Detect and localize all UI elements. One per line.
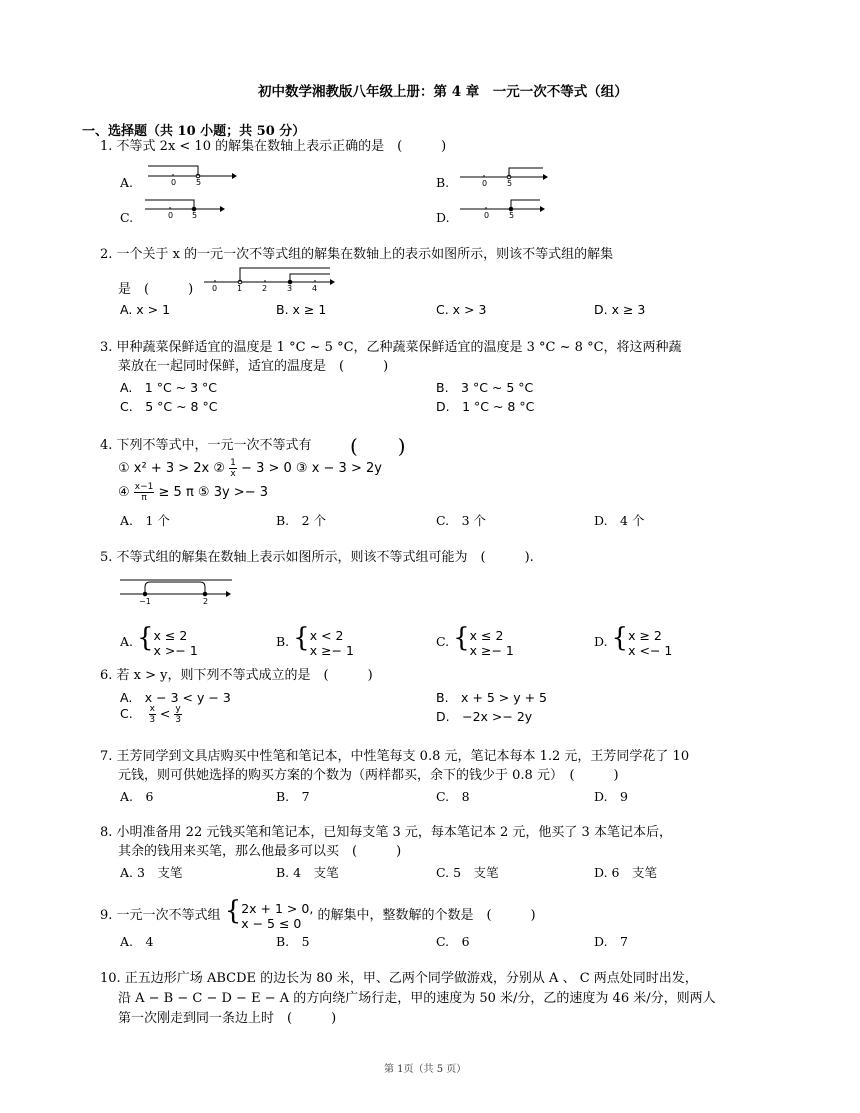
tick-label: 5 [196, 178, 202, 187]
question-9-stem [100, 898, 536, 931]
q7-option-d: D. 9 [594, 789, 629, 804]
option-label: A. [120, 634, 134, 649]
question-2-stem-line2: 是 ( ) [118, 282, 194, 297]
q4-line1-part-a: ① x² + 3 > 2x ② [118, 461, 226, 476]
tick-label: 3 [287, 284, 293, 293]
inequality: x ≥− 1 [469, 642, 514, 658]
fraction-numerator: x−1 [134, 482, 154, 492]
q6-option-a: A. x − 3 < y − 3 [120, 690, 231, 705]
q4-option-b: B. 2 个 [276, 513, 327, 528]
q4-option-a: A. 1 个 [120, 513, 170, 528]
section-heading: 一、选择题（共 10 小题；共 50 分） [82, 124, 306, 139]
option-label: C. [120, 706, 133, 721]
q9-option-d: D. 7 [594, 934, 629, 949]
fraction-numerator: x [149, 704, 155, 714]
q6-option-d: D. −2x >− 2y [436, 709, 533, 724]
q7-option-c: C. 8 [436, 789, 470, 804]
fraction-numerator: 1 [230, 458, 236, 468]
question-2-stem-line1: 2. 一个关于 x 的一元一次不等式组的解集在数轴上的表示如图所示，则该不等式组的解集 [100, 247, 614, 262]
tick-label: 0 [168, 211, 174, 220]
q2-option-c: C. x > 3 [436, 302, 487, 317]
tick-label: 4 [312, 284, 318, 293]
q1-option-a-numberline [140, 160, 240, 190]
q7-option-b: B. 7 [276, 789, 310, 804]
tick-label: −1 [139, 597, 151, 606]
inequality: x ≤ 2 [469, 627, 504, 643]
q4-line2-part-b: ≥ 5 π ⑤ 3y >− 3 [158, 485, 268, 500]
q2-option-b: B. x ≥ 1 [276, 302, 327, 317]
inequality: x ≥− 1 [309, 642, 354, 658]
q4-answer-paren: ( ) [350, 434, 406, 458]
option-label: C. [436, 634, 450, 649]
page-title: 初中数学湘教版八年级上册：第 4 章 一元一次不等式（组） [258, 84, 628, 100]
q4-line2-part-a: ④ [118, 485, 130, 500]
inequality: 2x + 1 > 0, [241, 900, 314, 916]
tick-label: 5 [509, 211, 515, 220]
tick-label: 5 [507, 179, 513, 188]
fraction-denominator: π [141, 493, 147, 503]
brace: { [611, 623, 629, 653]
q5-option-d [594, 625, 672, 658]
brace: { [453, 623, 470, 653]
tick-label: 0 [482, 179, 488, 188]
q9-option-a: A. 4 [120, 934, 154, 949]
question-5-stem: 5. 不等式组的解集在数轴上表示如图所示，则该不等式组可能为 ( ). [100, 550, 534, 565]
question-1-stem: 1. 不等式 2x < 10 的解集在数轴上表示正确的是 ( ) [100, 139, 447, 154]
q5-option-a [120, 625, 198, 658]
inequality: x < 2 [309, 627, 344, 643]
q9-option-c: C. 6 [436, 934, 470, 949]
tick-label: 0 [484, 211, 490, 220]
question-7-stem-line2: 元钱，则可供她选择的购买方案的个数为（两样都买，余下的钱少于 0.8 元） ( ) [118, 768, 619, 783]
brace: { [224, 896, 242, 926]
q9-option-b: B. 5 [276, 934, 310, 949]
q5-option-c [436, 625, 514, 658]
fraction [149, 704, 156, 725]
brace: { [137, 623, 154, 653]
q1-option-b-label: B. [436, 175, 450, 190]
q4-line2 [118, 482, 268, 503]
question-3-stem-line2: 菜放在一起同时保鲜，适宜的温度是 ( ) [118, 359, 389, 374]
tick-label: 0 [171, 178, 177, 187]
q5-option-b [276, 625, 354, 658]
q1-option-a-label: A. [120, 175, 134, 190]
system [241, 901, 313, 931]
inequality: x >− 1 [153, 642, 198, 658]
option-label: B. [276, 634, 290, 649]
q1-option-b-numberline [455, 163, 555, 193]
q3-option-a: A. 1 °C ~ 3 °C [120, 380, 218, 395]
q4-option-d: D. 4 个 [594, 513, 645, 528]
fraction [174, 704, 181, 725]
q4-line1-part-b: − 3 > 0 ③ x − 3 > 2y [241, 461, 382, 476]
q7-option-a: A. 6 [120, 789, 154, 804]
inequality: x ≥ 2 [628, 627, 662, 643]
question-8-stem-line2: 其余的钱用来买笔，那么他最多可以买 ( ) [118, 844, 402, 859]
stem-part: 9. 一元一次不等式组 [100, 908, 221, 923]
question-7-stem-line1: 7. 王芳同学到文具店购买中性笔和笔记本，中性笔每支 0.8 元，笔记本每本 1.2 元，王芳同学花了 10 [100, 749, 690, 764]
tick-label: 2 [262, 284, 268, 293]
question-10-stem-line3: 第一次刚走到同一条边上时 ( ) [118, 1011, 337, 1026]
q1-option-d-numberline [455, 195, 555, 225]
question-4-stem: 4. 下列不等式中，一元一次不等式有 [100, 438, 312, 453]
inequality: x <− 1 [628, 642, 673, 658]
fraction-denominator: 3 [175, 715, 181, 725]
page-footer: 第 1页（共 5 页） [384, 1064, 467, 1075]
less-than-sign: < [159, 706, 171, 721]
q1-option-c-numberline [140, 195, 240, 225]
q3-option-d: D. 1 °C ~ 8 °C [436, 399, 535, 414]
q2-option-d: D. x ≥ 3 [594, 302, 646, 317]
q4-fraction-2 [134, 482, 155, 503]
fraction-denominator: x [230, 469, 236, 479]
q8-option-d: D. 6 支笔 [594, 865, 657, 880]
question-10-stem-line2: 沿 A − B − C − D − E − A 的方向绕广场行走，甲的速度为 50 米/分，乙的速度为 46 米/分，则两人 [118, 991, 716, 1006]
q6-option-c [120, 704, 182, 725]
question-10-stem-line1: 10. 正五边形广场 ABCDE 的边长为 80 米，甲、乙两个同学做游戏，分别从 A 、 C 两点处同时出发， [100, 971, 698, 986]
q5-numberline [118, 570, 238, 608]
fraction-numerator: y [175, 704, 181, 714]
q8-option-b: B. 4 支笔 [276, 865, 339, 880]
q3-option-c: C. 5 °C ~ 8 °C [120, 399, 218, 414]
fraction-denominator: 3 [149, 715, 156, 725]
question-6-stem: 6. 若 x > y，则下列不等式成立的是 ( ) [100, 668, 373, 683]
question-8-stem-line1: 8. 小明准备用 22 元钱买笔和笔记本，已知每支笔 3 元，每本笔记本 2 元，他买了 3 本笔记本后， [100, 825, 672, 840]
q6-option-b: B. x + 5 > y + 5 [436, 690, 548, 705]
stem-part: 的解集中，整数解的个数是 ( ) [317, 908, 536, 923]
tick-label: 2 [203, 597, 209, 606]
tick-label: 5 [192, 211, 198, 220]
q4-fraction-1 [229, 458, 237, 479]
q1-option-c-label: C. [120, 210, 134, 225]
option-label: D. [594, 634, 608, 649]
q2-option-a: A. x > 1 [120, 302, 171, 317]
q3-option-b: B. 3 °C ~ 5 °C [436, 380, 534, 395]
system [628, 628, 672, 658]
system [470, 628, 514, 658]
q8-option-a: A. 3 支笔 [120, 865, 183, 880]
q8-option-c: C. 5 支笔 [436, 865, 499, 880]
inequality: x ≤ 2 [153, 627, 188, 643]
inequality: x − 5 ≤ 0 [241, 915, 302, 931]
system [154, 628, 198, 658]
q4-option-c: C. 3 个 [436, 513, 487, 528]
system [310, 628, 354, 658]
tick-label: 0 [212, 284, 218, 293]
q4-line1 [118, 458, 382, 479]
q2-numberline [200, 264, 340, 294]
tick-label: 1 [237, 284, 243, 293]
brace: { [293, 623, 310, 653]
q1-option-d-label: D. [436, 210, 450, 225]
question-3-stem-line1: 3. 甲种蔬菜保鲜适宜的温度是 1 °C ~ 5 °C，乙种蔬菜保鲜适宜的温度是 3 °C ~ 8 °C，将这两种蔬 [100, 340, 682, 355]
